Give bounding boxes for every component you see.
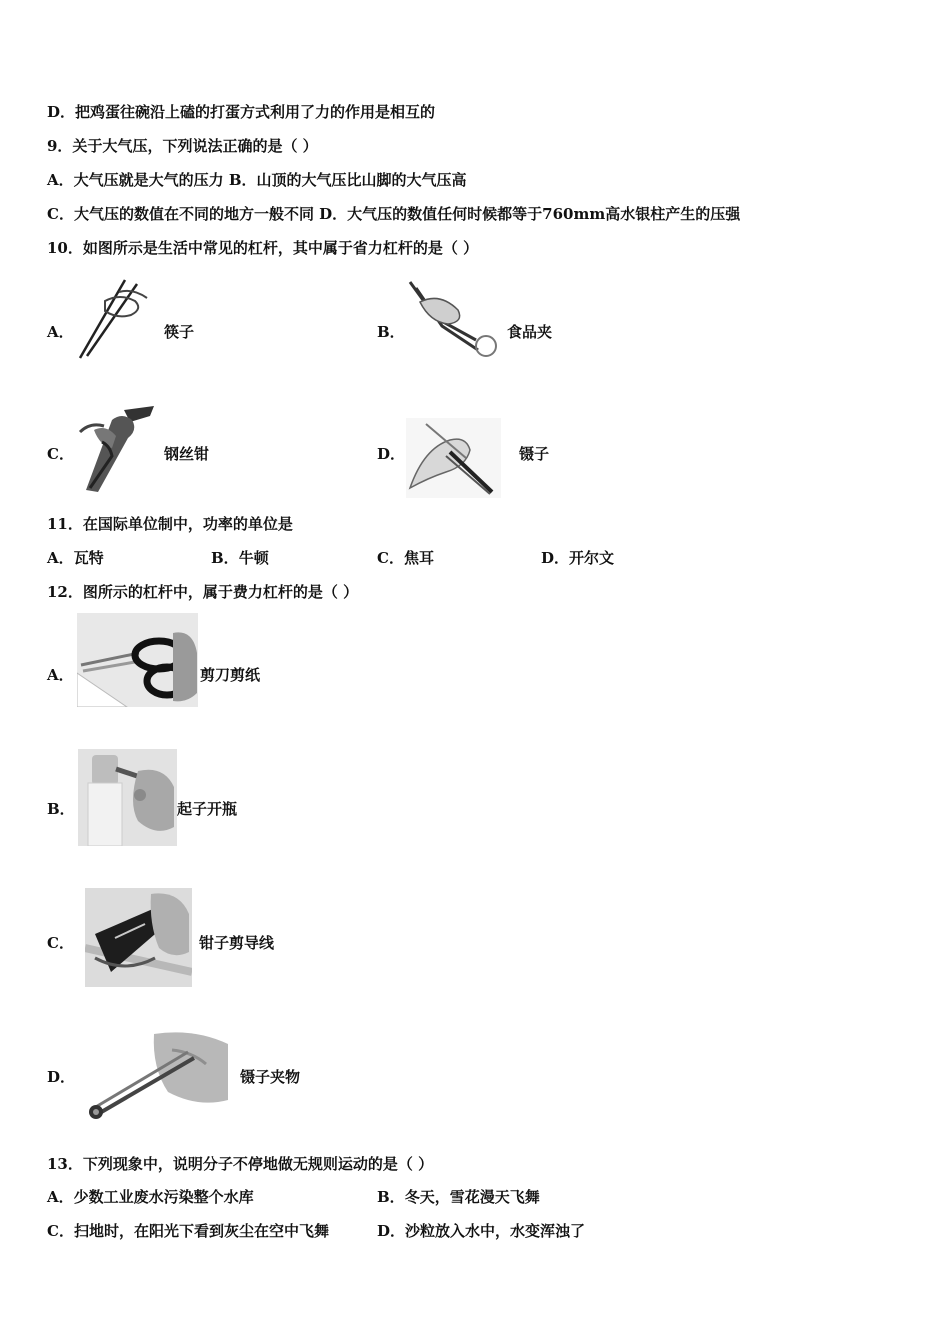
tweezers-photo <box>84 1028 230 1124</box>
pliers-icon <box>72 402 160 496</box>
tweezers-icon <box>406 418 501 498</box>
q13-option-a-text: 少数工业废水污染整个水库 <box>73 1188 254 1206</box>
wire-cutter-photo <box>85 888 192 987</box>
q11-option-b-text: 牛顿 <box>238 549 269 567</box>
q13-option-b-text: 冬天，雪花漫天飞舞 <box>404 1188 540 1206</box>
q9-option-cd: C．大气压的数值在不同的地方一般不同 D．大气压的数值任何时候都等于760mm高水银柱产生的压强 <box>47 205 741 223</box>
scissors-photo <box>77 613 198 707</box>
q13-option-c-text: 扫地时，在阳光下看到灰尘在空中飞舞 <box>73 1222 329 1240</box>
q12-option-d-caption: 镊子夹物 <box>240 1068 301 1086</box>
q11-option-a-letter: A． <box>47 549 74 567</box>
q12-option-c-letter: C． <box>47 934 74 952</box>
q10-option-b-caption: 食品夹 <box>507 323 553 341</box>
q12-option-c-caption: 钳子剪导线 <box>199 934 275 952</box>
q11-option-d-letter: D． <box>541 549 570 567</box>
q9-option-ab: A．大气压就是大气的压力 B．山顶的大气压比山脚的大气压高 <box>47 171 467 189</box>
bottle-opener-photo <box>78 749 177 846</box>
q11-option-a-text: 瓦特 <box>73 549 104 567</box>
q12-stem: 12．图所示的杠杆中，属于费力杠杆的是（ ） <box>47 583 359 601</box>
q13-option-c-letter: C． <box>47 1222 74 1240</box>
q12-option-a-letter: A． <box>47 666 74 684</box>
q13-option-b-letter: B． <box>377 1188 405 1206</box>
q12-option-b-caption: 起子开瓶 <box>177 800 238 818</box>
q11-option-b <box>211 548 269 568</box>
q10-option-a-caption: 筷子 <box>164 323 195 341</box>
q10-option-c-letter: C． <box>47 445 74 463</box>
q11-option-c-letter: C． <box>377 549 404 567</box>
q12-option-d-letter: D． <box>47 1068 76 1086</box>
q13-option-d <box>377 1221 585 1241</box>
q11-option-c-text: 焦耳 <box>403 549 434 567</box>
q13-option-c <box>47 1221 329 1241</box>
food-tongs-icon <box>406 278 501 363</box>
q10-option-d-caption: 镊子 <box>519 445 550 463</box>
q12-option-b-letter: B． <box>47 800 75 818</box>
q8-option-d: D．把鸡蛋往碗沿上磕的打蛋方式利用了力的作用是相互的 <box>47 103 436 121</box>
chopsticks-icon <box>75 276 155 361</box>
q11-stem: 11．在国际单位制中，功率的单位是 <box>47 515 293 533</box>
q13-option-b <box>377 1187 540 1207</box>
q10-option-c-caption: 钢丝钳 <box>164 445 210 463</box>
q11-option-a <box>47 548 104 568</box>
q13-stem: 13．下列现象中，说明分子不停地做无规则运动的是（ ） <box>47 1155 434 1173</box>
q13-option-d-text: 沙粒放入水中，水变浑浊了 <box>405 1222 586 1240</box>
q11-option-b-letter: B． <box>211 549 239 567</box>
q10-option-a-letter: A． <box>47 323 74 341</box>
q13-option-a <box>47 1187 254 1207</box>
q11-option-c <box>377 548 434 568</box>
q10-stem: 10．如图所示是生活中常见的杠杆，其中属于省力杠杆的是（ ） <box>47 239 479 257</box>
q11-option-d-text: 开尔文 <box>569 549 615 567</box>
q9-stem: 9．关于大气压，下列说法正确的是（ ） <box>47 137 318 155</box>
q13-option-a-letter: A． <box>47 1188 74 1206</box>
q11-option-d <box>541 548 614 568</box>
q10-option-b-letter: B． <box>377 323 405 341</box>
q10-option-d-letter: D． <box>377 445 406 463</box>
q13-option-d-letter: D． <box>377 1222 406 1240</box>
q12-option-a-caption: 剪刀剪纸 <box>200 666 261 684</box>
